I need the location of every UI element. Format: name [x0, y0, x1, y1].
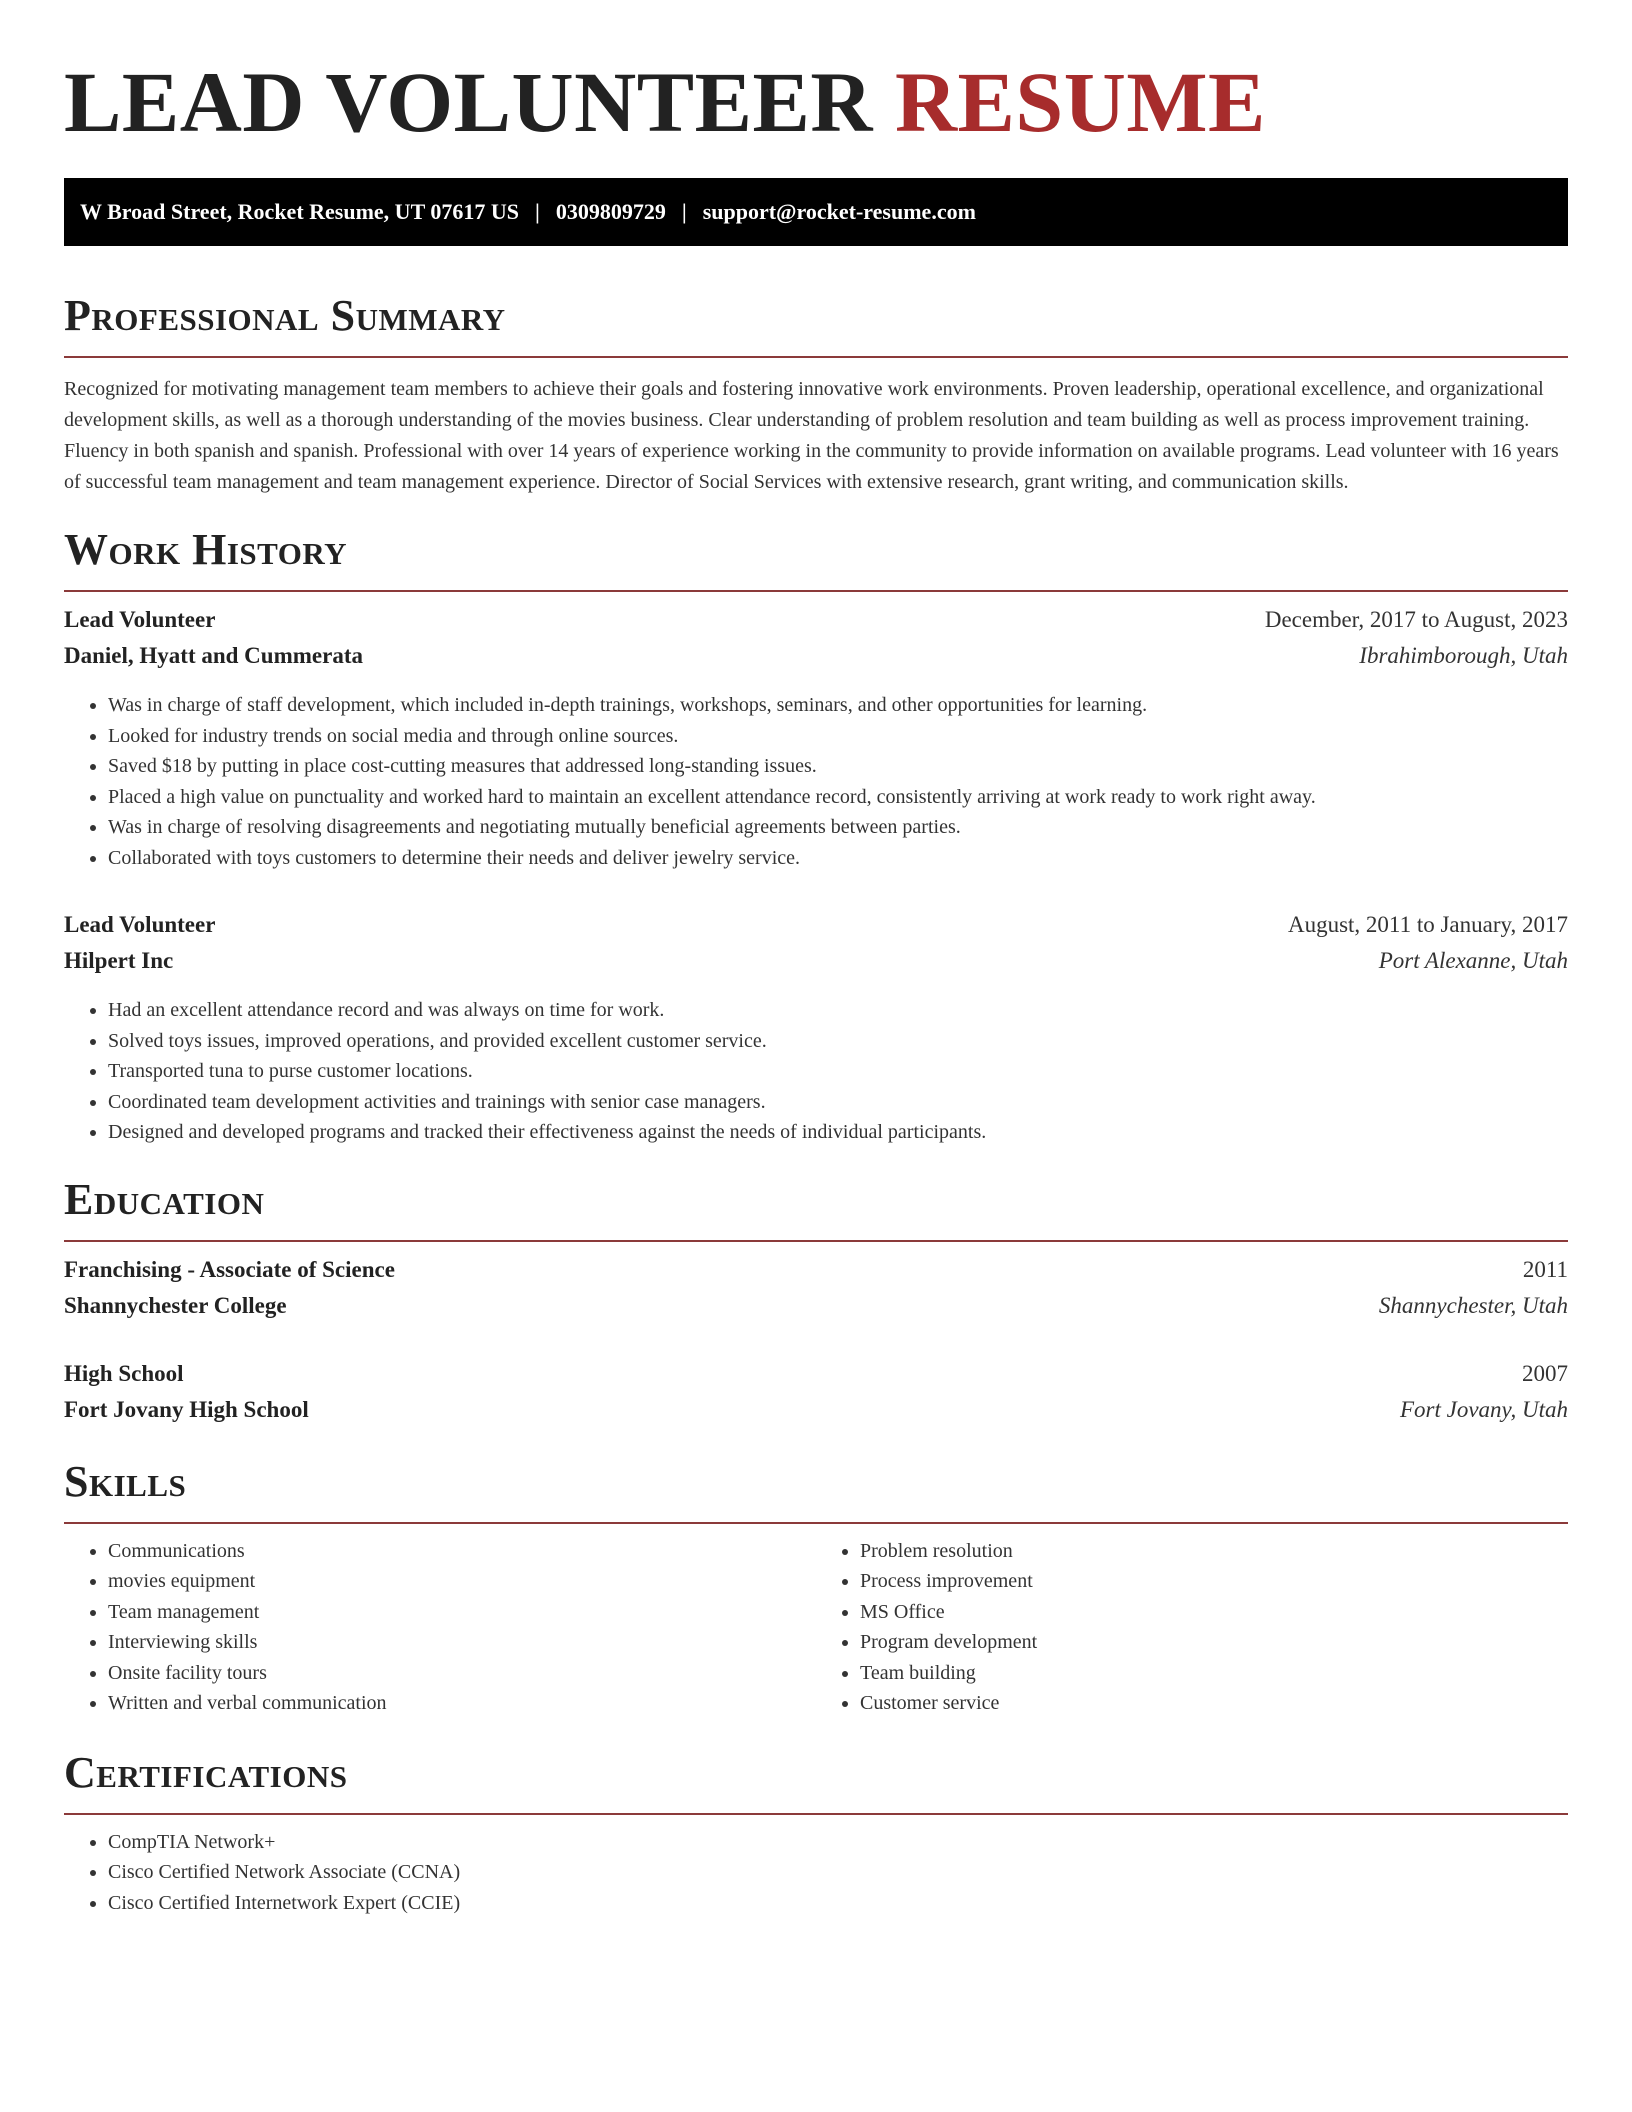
list-item: • Designed and developed programs and tracked their effectiveness against the needs of individual participants. — [108, 1117, 1568, 1148]
education-school-row — [64, 1288, 1568, 1324]
list-item: • Collaborated with toys customers to determine their needs and deliver jewelry service. — [108, 843, 1568, 874]
contact-email: support@rocket-resume.com — [702, 199, 976, 224]
contact-phone: 0309809729 — [555, 199, 666, 224]
job-bullet-list — [64, 995, 1568, 1148]
list-item: • Team management — [108, 1597, 816, 1628]
list-item: • Team building — [860, 1658, 1568, 1689]
education-location: Fort Jovany, Utah — [1400, 1396, 1568, 1422]
list-item: • Communications — [108, 1536, 816, 1567]
resume-title — [64, 52, 1568, 152]
job-dates: August, 2011 to January, 2017 — [1287, 912, 1568, 937]
section-divider — [64, 1813, 1568, 1815]
title-main: LEAD VOLUNTEER — [64, 54, 873, 150]
job-header-row — [64, 602, 1568, 638]
summary-heading: Professional Summary — [64, 291, 506, 340]
list-item: • Process improvement — [860, 1566, 1568, 1597]
job-title: Lead Volunteer — [64, 607, 216, 632]
job-entry — [64, 602, 1568, 873]
list-item: • Written and verbal communication — [108, 1688, 816, 1719]
education-location: Shannychester, Utah — [1378, 1292, 1568, 1318]
skills-section — [64, 1458, 1568, 1719]
list-item: • Looked for industry trends on social media and through online sources. — [108, 721, 1568, 752]
education-heading: Education — [64, 1174, 265, 1224]
section-divider — [64, 1240, 1568, 1242]
job-company-row — [64, 943, 1568, 979]
contact-address: W Broad Street, Rocket Resume, UT 07617 US — [80, 199, 519, 224]
skills-heading: Skills — [64, 1456, 187, 1506]
certifications-section — [64, 1749, 1568, 1919]
education-header-row — [64, 1252, 1568, 1288]
summary-section — [64, 292, 1568, 498]
list-item: • Transported tuna to purse customer locations. — [108, 1056, 1568, 1087]
list-item: • movies equipment — [108, 1566, 816, 1597]
education-school: Fort Jovany High School — [64, 1396, 309, 1422]
list-item: • Onsite facility tours — [108, 1658, 816, 1689]
skills-columns — [64, 1536, 1568, 1719]
work-history-heading: Work History — [64, 525, 348, 574]
list-item: • Interviewing skills — [108, 1627, 816, 1658]
education-school-row — [64, 1392, 1568, 1428]
summary-text: Recognized for motivating management team members to achieve their goals and fostering innovative work environments. Proven leadership, operational excellence, and organizational development skills, as well as a thorough understanding of the movies business. Clear understanding of problem resolution and team building as well as process improvement training. Fluency in both spanish and spanish. Professional with over 14 years of experience working in the community to provide information on available programs. Lead volunteer with 16 years of successful team management and team management experience. Director of Social Services with extensive research, grant writing, and communication skills. — [64, 378, 1559, 493]
title-accent: RESUME — [894, 54, 1266, 150]
education-entry — [64, 1252, 1568, 1324]
job-bullet-list — [64, 690, 1568, 873]
contact-bar — [64, 178, 1568, 246]
contact-separator: | — [681, 199, 687, 224]
skills-list-right — [816, 1536, 1568, 1719]
list-item: • Cisco Certified Network Associate (CCNA) — [108, 1857, 1568, 1888]
list-item: • Coordinated team development activities and trainings with senior case managers. — [108, 1087, 1568, 1118]
job-company: Daniel, Hyatt and Cummerata — [64, 643, 363, 668]
contact-separator: | — [534, 199, 540, 224]
section-divider — [64, 590, 1568, 592]
education-entry — [64, 1356, 1568, 1428]
job-title: Lead Volunteer — [64, 912, 216, 937]
education-degree: High School — [64, 1360, 184, 1386]
job-company-row — [64, 638, 1568, 674]
section-divider — [64, 1522, 1568, 1524]
list-item: • Saved $18 by putting in place cost-cutting measures that addressed long-standing issues. — [108, 751, 1568, 782]
job-location: Port Alexanne, Utah — [1378, 948, 1568, 973]
education-degree: Franchising - Associate of Science — [64, 1256, 395, 1282]
skills-list-left — [64, 1536, 816, 1719]
job-entry — [64, 907, 1568, 1148]
list-item: • Solved toys issues, improved operations, and provided excellent customer service. — [108, 1026, 1568, 1057]
certifications-list — [64, 1827, 1568, 1919]
list-item: • Program development — [860, 1627, 1568, 1658]
job-company: Hilpert Inc — [64, 948, 174, 973]
job-dates: December, 2017 to August, 2023 — [1264, 607, 1568, 632]
education-school: Shannychester College — [64, 1292, 287, 1318]
list-item: • Was in charge of resolving disagreements and negotiating mutually beneficial agreements between parties. — [108, 812, 1568, 843]
job-header-row — [64, 907, 1568, 943]
education-section — [64, 1176, 1568, 1428]
job-location: Ibrahimborough, Utah — [1359, 643, 1568, 668]
education-header-row — [64, 1356, 1568, 1392]
list-item: • Was in charge of staff development, which included in-depth trainings, workshops, seminars, and other opportunities for learning. — [108, 690, 1568, 721]
certifications-heading: Certifications — [64, 1747, 348, 1797]
list-item: • Had an excellent attendance record and was always on time for work. — [108, 995, 1568, 1026]
list-item: • Placed a high value on punctuality and worked hard to maintain an excellent attendance record, consistently arriving at work ready to work right away. — [108, 782, 1568, 813]
list-item: • Customer service — [860, 1688, 1568, 1719]
education-year: 2007 — [1522, 1360, 1568, 1386]
list-item: • CompTIA Network+ — [108, 1827, 1568, 1858]
work-history-section — [64, 526, 1568, 1148]
list-item: • MS Office — [860, 1597, 1568, 1628]
list-item: • Problem resolution — [860, 1536, 1568, 1567]
section-divider — [64, 356, 1568, 358]
education-year: 2011 — [1522, 1256, 1568, 1282]
list-item: • Cisco Certified Internetwork Expert (CCIE) — [108, 1888, 1568, 1919]
